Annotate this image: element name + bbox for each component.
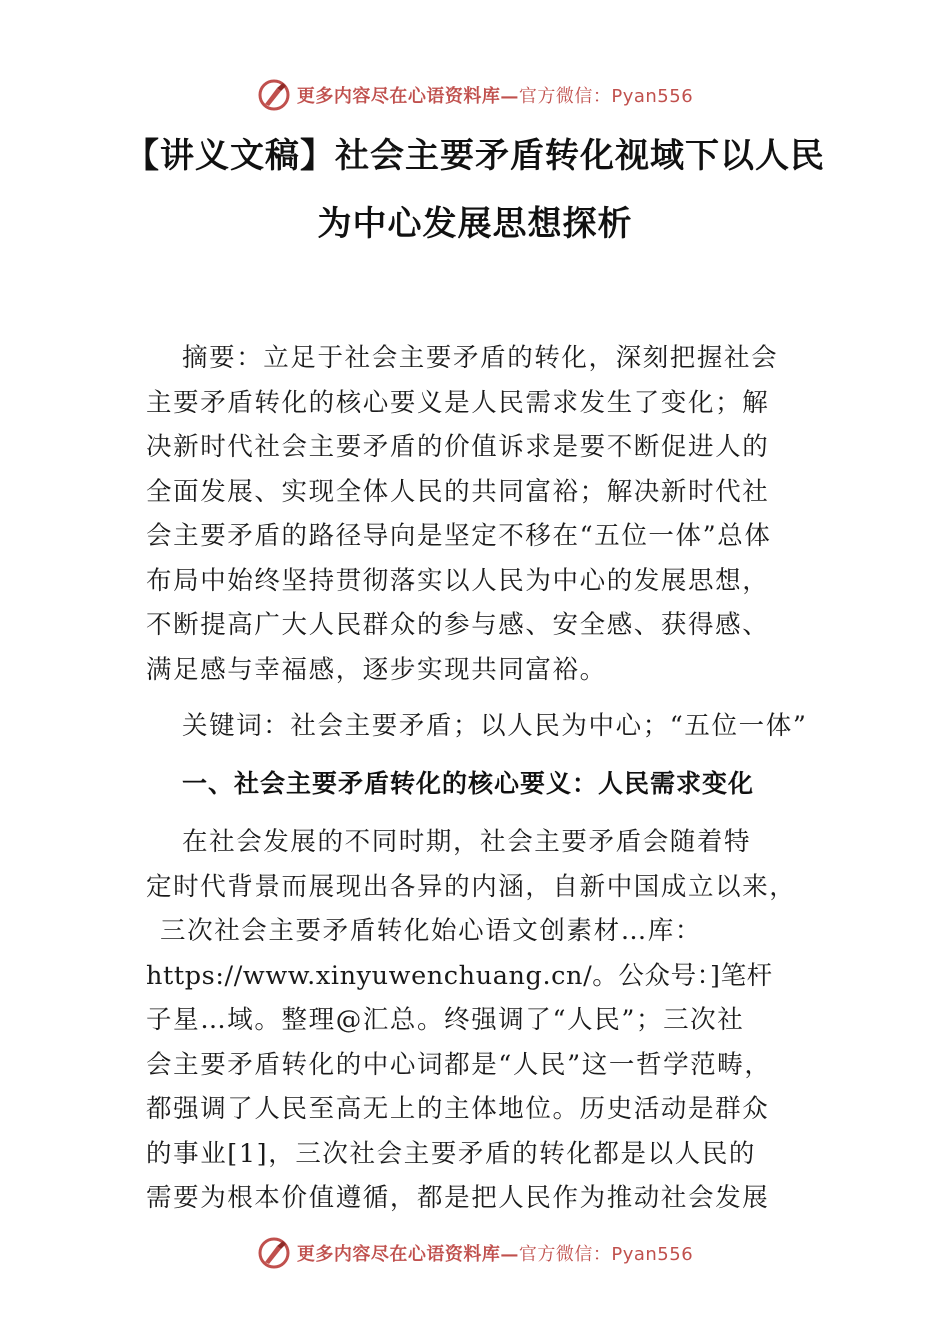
abstract-line: 会主要矛盾的路径导向是坚定不移在“五位一体”总体 <box>146 521 772 551</box>
abstract-line: 满足感与幸福感，逐步实现共同富裕。 <box>146 654 607 685</box>
keywords-paragraph <box>146 704 816 749</box>
header-watermark-text <box>297 82 693 108</box>
abstract-line: 不断提高广大人民群众的参与感、安全感、获得感、 <box>146 610 770 640</box>
section-1-line: 会主要矛盾转化的中心词都是“人民”这一哲学范畴， <box>146 1049 772 1080</box>
section-1-line: 定时代背景而展现出各异的内涵，自新中国成立以来， <box>146 871 797 902</box>
abstract-line: 布局中始终坚持贯彻落实以人民为中心的发展思想， <box>146 565 770 596</box>
abstract-line: 摘要：立足于社会主要矛盾的转化，深刻把握社会 <box>182 343 779 373</box>
footer-watermark-wechat-id: Pyan556 <box>611 1244 694 1265</box>
footer-watermark-main: 更多内容尽在心语资料库 <box>296 1244 501 1265</box>
abstract-line: 全面发展、实现全体人民的共同富裕；解决新时代社 <box>146 476 770 507</box>
header-watermark-wechat-label: 官方微信： <box>518 86 612 107</box>
header-watermark-banner <box>0 72 950 118</box>
section-1-line: 子星…域。整理@汇总。终强调了“人民”；三次社 <box>146 1005 745 1035</box>
section-1-line: 需要为根本价值遵循，都是把人民作为推动社会发展 <box>146 1183 770 1213</box>
header-watermark-main: 更多内容尽在心语资料库 <box>296 86 501 107</box>
header-watermark-wechat-id: Pyan556 <box>611 86 694 107</box>
section-1-line: 在社会发展的不同时期，社会主要矛盾会随着特 <box>182 827 752 857</box>
footer-watermark-banner <box>0 1230 950 1276</box>
brush-pen-logo-icon <box>257 78 291 112</box>
document-title-line-2: 为中心发展思想探析 <box>317 204 633 244</box>
section-1-paragraph <box>146 820 816 1221</box>
header-watermark-dash: — <box>500 86 519 107</box>
footer-watermark-text <box>297 1240 693 1266</box>
section-1-line: 都强调了人民至高无上的主体地位。历史活动是群众 <box>146 1094 770 1124</box>
abstract-line: 主要矛盾转化的核心要义是人民需求发生了变化；解 <box>146 387 770 418</box>
brush-pen-logo-icon <box>257 1236 291 1270</box>
section-1-line: https://www.xinyuwenchuang.cn/。公众号：]笔杆 <box>146 960 773 991</box>
abstract-paragraph <box>146 336 816 692</box>
keywords-line: 关键词：社会主要矛盾；以人民为中心；“五位一体” <box>182 711 808 741</box>
document-title-line-1: 【讲义文稿】社会主要矛盾转化视域下以人民 <box>125 136 825 176</box>
section-1-line: 三次社会主要矛盾转化始心语文创素材…库： <box>160 916 703 946</box>
section-1-heading: 一、社会主要矛盾转化的核心要义：人民需求变化 <box>182 769 755 798</box>
abstract-line: 决新时代社会主要矛盾的价值诉求是要不断促进人的 <box>146 432 770 462</box>
section-1-line: 的事业[1]，三次社会主要矛盾的转化都是以人民的 <box>146 1138 757 1169</box>
footer-watermark-dash: — <box>500 1244 519 1265</box>
footer-watermark-wechat-label: 官方微信： <box>518 1244 612 1265</box>
